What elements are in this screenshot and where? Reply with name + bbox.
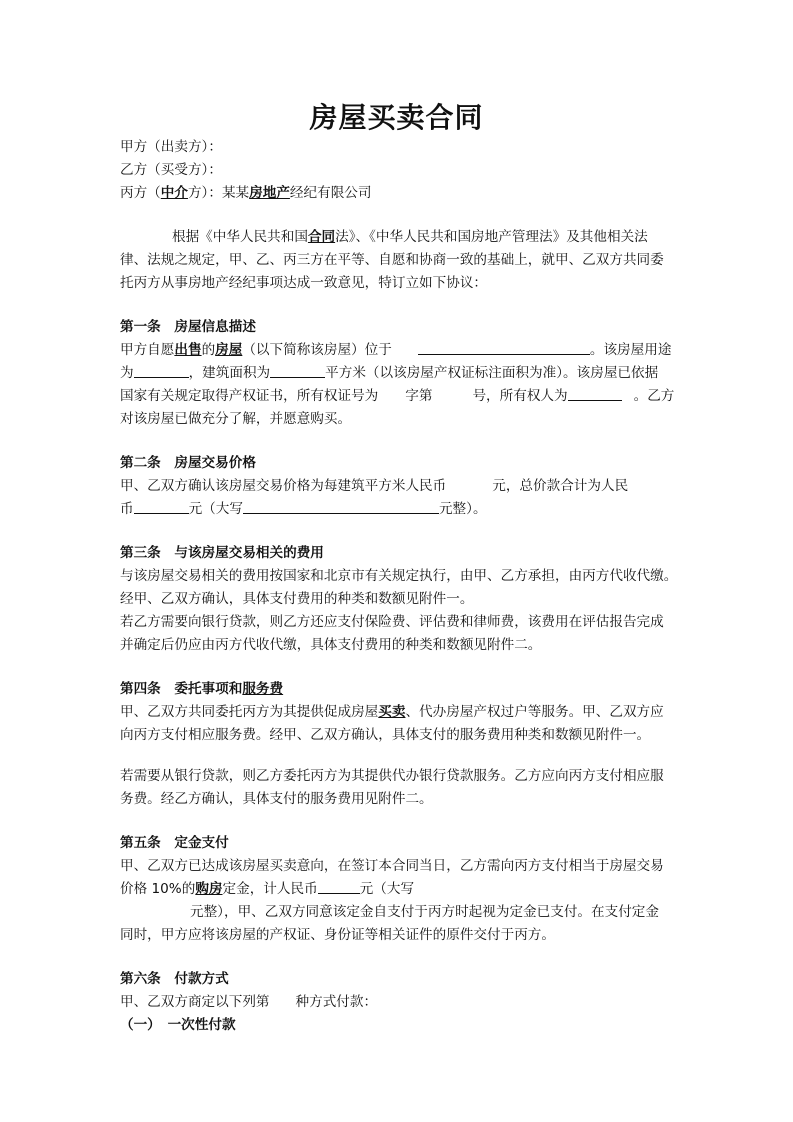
- art1-text: 国家有关规定取得产权证书，所有权证号为: [120, 388, 379, 404]
- preamble-1a: 根据《中华人民共和国: [172, 229, 308, 245]
- art4-heading-text: 第四条 委托事项和: [120, 681, 243, 697]
- preamble-1b: 合同: [307, 229, 336, 245]
- preamble-line-2: 律、法规之规定，甲、乙、丙三方在平等、自愿和协商一致的基础上，就甲、乙双方共同委: [120, 252, 664, 268]
- article-1-line-4: 对该房屋已做充分了解，并愿意购买。: [120, 411, 352, 427]
- article-2-line-2: [120, 498, 676, 521]
- art4-trade: 买卖: [378, 704, 406, 720]
- spacer: [120, 521, 676, 542]
- art1-text: 甲方自愿: [120, 342, 175, 358]
- article-1-heading: 第一条 房屋信息描述: [120, 319, 256, 335]
- area-blank: [270, 363, 325, 378]
- article-4-heading: [120, 678, 676, 701]
- art2-text: 元整）。: [438, 501, 487, 517]
- article-1-line-1: [120, 339, 676, 362]
- article-3-line-2: 经甲、乙双方确认，具体支付费用的种类和数额见附件一。: [120, 591, 474, 607]
- art5-text: 元（大写: [359, 881, 415, 897]
- spacer: [120, 947, 676, 968]
- art1-text: ，建筑面积为: [188, 365, 271, 381]
- art4-heading-fee: 服务费: [242, 681, 284, 697]
- location-blank: [418, 340, 590, 355]
- spacer: [120, 205, 676, 226]
- article-6-subheading: （一） 一次性付款: [120, 1017, 236, 1033]
- article-5-line-4: 同时，甲方应将该房屋的产权证、身份证等相关证件的原件交付于丙方。: [120, 927, 555, 943]
- art1-text: （以下简称该房屋）位于: [242, 342, 392, 358]
- document-title: 房屋买卖合同: [309, 101, 484, 134]
- article-3-line-3: 若乙方需要向银行贷款，则乙方还应支付保险费、评估费和律师费，该费用在评估报告完成: [120, 614, 664, 630]
- art1-text: 号，所有权人为: [472, 388, 568, 404]
- art1-house: 房屋: [215, 342, 243, 358]
- spacer: [120, 431, 676, 452]
- deposit-blank: [318, 879, 360, 894]
- party-c-mid: 方）：某某: [187, 185, 250, 201]
- total-blank: [134, 499, 189, 514]
- art2-text: 元，总价款合计为人民: [492, 478, 629, 494]
- art6-text: 甲、乙双方商定以下列第: [120, 994, 270, 1010]
- article-3-heading: 第三条 与该房屋交易相关的费用: [120, 545, 324, 561]
- art1-text: 平方米（以该房屋产权证标注面积为准）。该房屋已依据: [325, 365, 659, 381]
- preamble-1c: 法》、《中华人民共和国房地产管理法》及其他相关法: [335, 229, 648, 245]
- party-c-link: 房地产: [249, 185, 290, 201]
- article-6-line-1: [120, 991, 676, 1014]
- usage-blank: [134, 363, 189, 378]
- art2-text: 币: [120, 501, 134, 517]
- art5-text: 元整），甲、乙双方同意该定金自支付于丙方时起视为定金已支付。在支付定金: [190, 904, 659, 920]
- art1-text: 。该房屋用途: [589, 342, 672, 358]
- document-body: [120, 136, 676, 1037]
- total-words-blank: [243, 499, 439, 514]
- spacer: [120, 295, 676, 316]
- art1-sell: 出售: [174, 342, 202, 358]
- art1-text: 字第: [405, 388, 433, 404]
- spacer: [120, 657, 676, 678]
- art6-text: 种方式付款：: [295, 994, 378, 1010]
- article-1-line-2: [120, 362, 676, 385]
- art1-text: 的: [201, 342, 216, 358]
- article-4-line-2: 向丙方支付相应服务费。经甲、乙双方确认，具体支付的服务费用种类和数额见附件一。: [120, 727, 651, 743]
- article-4-line-3: 若需要从银行贷款，则乙方委托丙方为其提供代办银行贷款服务。乙方应向丙方支付相应服: [120, 768, 664, 784]
- party-b-line: 乙方（买受方）：: [120, 162, 222, 178]
- article-5-line-2: [120, 878, 676, 901]
- art5-text: 价格 10%的: [120, 881, 196, 897]
- article-6-heading: 第六条 付款方式: [120, 971, 229, 987]
- article-4-line-1: [120, 701, 676, 724]
- art1-text: 为: [120, 365, 134, 381]
- art1-text: 。乙方: [633, 388, 675, 404]
- owner-blank: [568, 386, 622, 401]
- art2-text: 元（大写: [188, 501, 243, 517]
- art4-text: 、代办房屋产权过户等服务。甲、乙双方应: [405, 704, 664, 720]
- article-1-line-3: [120, 385, 676, 408]
- party-c-bold: 中介: [160, 185, 188, 201]
- spacer: [120, 811, 676, 832]
- preamble-line-1: [120, 226, 676, 249]
- party-c-line: [120, 182, 676, 205]
- party-c-suffix: 经纪有限公司: [289, 185, 372, 201]
- art5-text: 定金，计人民币: [222, 881, 318, 897]
- article-5-heading: 第五条 定金支付: [120, 835, 229, 851]
- spacer: [120, 747, 676, 765]
- article-3-line-4: 并确定后仍应由丙方代收代缴，具体支付费用的种类和数额见附件二。: [120, 637, 542, 653]
- art5-purchase: 购房: [195, 881, 223, 897]
- party-a-line: 甲方（出卖方）：: [120, 139, 222, 155]
- art2-text: 甲、乙双方确认该房屋交易价格为每建筑平方米人民币: [120, 478, 447, 494]
- article-4-line-4: 务费。经乙方确认，具体支付的服务费用见附件二。: [120, 791, 433, 807]
- article-2-line-1: [120, 475, 676, 498]
- article-5-line-3: [120, 901, 676, 924]
- party-c-prefix: 丙方（: [120, 185, 161, 201]
- preamble-line-3: 托丙方从事房地产经纪事项达成一致意见，特订立如下协议：: [120, 275, 488, 291]
- article-3-line-1: 与该房屋交易相关的费用按国家和北京市有关规定执行，由甲、乙方承担，由丙方代收代缴。: [120, 568, 678, 584]
- art4-text: 甲、乙双方共同委托丙方为其提供促成房屋: [120, 704, 379, 720]
- article-5-line-1: 甲、乙双方已达成该房屋买卖意向，在签订本合同当日，乙方需向丙方支付相当于房屋交易: [120, 858, 664, 874]
- article-2-heading: 第二条 房屋交易价格: [120, 455, 256, 471]
